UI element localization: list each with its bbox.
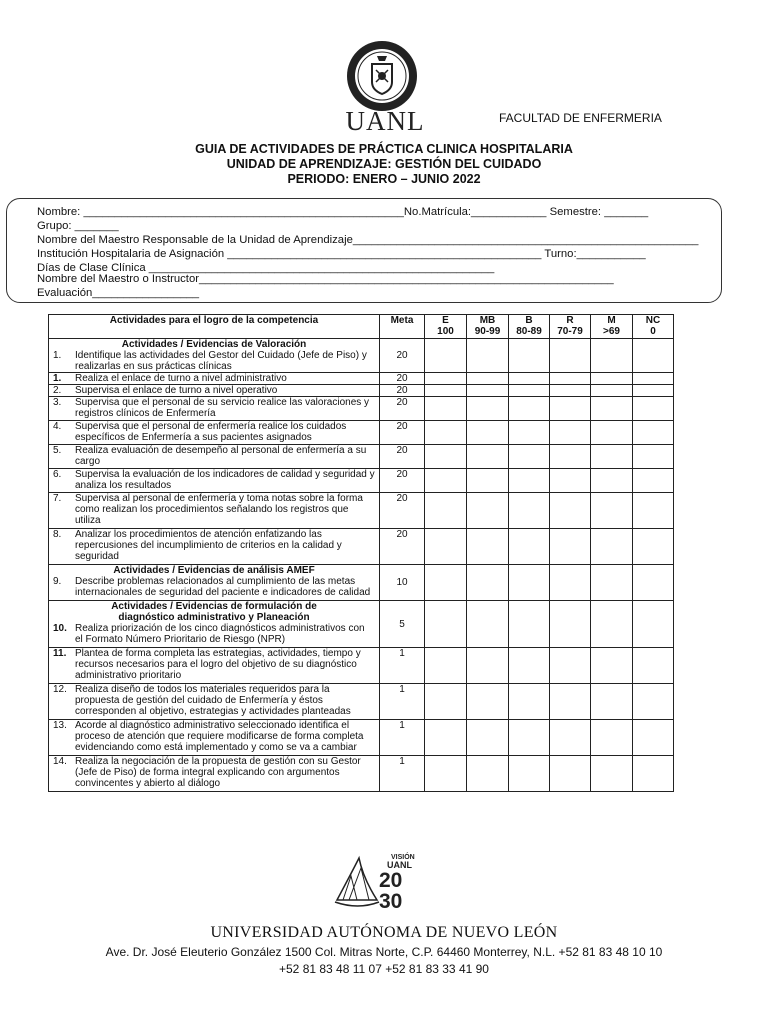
row-meta: 5 (399, 618, 405, 630)
table-header-row (49, 315, 674, 339)
grade-cell[interactable] (467, 756, 509, 792)
grade-cell[interactable] (633, 385, 674, 397)
responsible-teacher-line: Nombre del Maestro Responsable de la Unidad de Aprendizaje_______________________________________________________ (37, 234, 699, 246)
grade-cell[interactable] (633, 648, 674, 684)
grade-cell[interactable] (509, 684, 550, 720)
grade-cell[interactable] (591, 601, 633, 648)
grade-cell[interactable] (467, 385, 509, 397)
row-meta: 20 (380, 529, 425, 565)
grade-cell[interactable] (591, 720, 633, 756)
table-row (49, 397, 674, 421)
table-row (49, 648, 674, 684)
grade-cell[interactable] (509, 421, 550, 445)
grade-cell[interactable] (550, 565, 591, 601)
row-text: Plantea de forma completa las estrategias, actividades, tiempo y recursos necesarios para el logro del objetivo de su diagnóstico administrativo prioritario (75, 648, 361, 681)
row-meta: 20 (380, 493, 425, 529)
row-meta: 1 (380, 756, 425, 792)
grade-cell[interactable] (633, 565, 674, 601)
evaluation-line: Evaluación_________________ (37, 287, 200, 299)
row-number: 2. (53, 385, 62, 396)
section-heading: Actividades / Evidencias de Valoración (121, 339, 307, 350)
instructor-line: Nombre del Maestro o Instructor__________________________________________________________________ (37, 273, 614, 285)
grade-cell[interactable] (550, 421, 591, 445)
group-line: Grupo: _______ (37, 220, 119, 232)
grade-cell[interactable] (550, 385, 591, 397)
grade-cell[interactable] (425, 373, 467, 385)
grade-cell[interactable] (467, 421, 509, 445)
grade-cell[interactable] (467, 648, 509, 684)
period-title: PERIODO: ENERO – JUNIO 2022 (287, 172, 481, 186)
grade-cell[interactable] (633, 720, 674, 756)
grade-cell[interactable] (509, 601, 550, 648)
vision-2030-logo (333, 850, 433, 916)
grade-cell[interactable] (467, 601, 509, 648)
learning-unit-title: UNIDAD DE APRENDIZAJE: GESTIÓN DEL CUIDADO (226, 157, 542, 171)
grade-cell[interactable] (425, 339, 467, 373)
grade-cell[interactable] (425, 493, 467, 529)
grade-cell[interactable] (425, 421, 467, 445)
grade-cell[interactable] (550, 339, 591, 373)
grade-cell[interactable] (591, 565, 633, 601)
row-meta: 1 (380, 684, 425, 720)
grade-cell[interactable] (425, 756, 467, 792)
grade-cell[interactable] (591, 648, 633, 684)
row-text: Supervisa el enlace de turno a nivel operativo (75, 385, 278, 396)
grade-cell[interactable] (467, 373, 509, 385)
table-row (49, 684, 674, 720)
grade-cell[interactable] (550, 445, 591, 469)
grade-cell[interactable] (591, 397, 633, 421)
row-meta: 20 (380, 373, 425, 385)
grade-cell[interactable] (550, 373, 591, 385)
row-text: Realiza priorización de los cinco diagnósticos administrativos con el Formato Número Prioritario de Riesgo (NPR) (75, 623, 365, 645)
row-number: 14. (53, 756, 67, 767)
grade-cell[interactable] (591, 373, 633, 385)
grade-cell[interactable] (591, 385, 633, 397)
grade-cell[interactable] (509, 373, 550, 385)
grade-cell[interactable] (509, 720, 550, 756)
table-row (49, 565, 674, 601)
row-number: 4. (53, 421, 62, 432)
row-number: 8. (53, 529, 62, 540)
faculty-name: FACULTAD DE ENFERMERIA (499, 111, 662, 125)
row-number: 10. (53, 623, 67, 634)
row-text: Realiza evaluación de desempeño al personal de enfermería a su cargo (75, 445, 367, 467)
grade-cell[interactable] (591, 493, 633, 529)
table-row (49, 385, 674, 397)
grade-cell[interactable] (509, 756, 550, 792)
table-row (49, 720, 674, 756)
row-meta: 1 (380, 720, 425, 756)
grade-cell[interactable] (509, 445, 550, 469)
grade-cell[interactable] (425, 529, 467, 565)
grade-cell[interactable] (425, 445, 467, 469)
header-b: B 80-89 (509, 315, 550, 339)
header-nc: NC 0 (633, 315, 674, 339)
grade-cell[interactable] (633, 756, 674, 792)
grade-cell[interactable] (633, 339, 674, 373)
grade-cell[interactable] (550, 397, 591, 421)
row-number: 7. (53, 493, 62, 504)
row-number: 9. (53, 576, 62, 587)
vision-word: VISIÓN (391, 854, 415, 861)
row-number: 11. (53, 648, 67, 659)
grade-cell[interactable] (509, 385, 550, 397)
header-meta: Meta (380, 315, 425, 339)
student-name-line: Nombre: ___________________________________________________No.Matrícula:____________ Semestre: _______ (37, 206, 649, 218)
row-text: Supervisa que el personal de su servicio realice las valoraciones y registros clínicos de Enfermería (75, 397, 370, 419)
table-row (49, 445, 674, 469)
grade-cell[interactable] (633, 493, 674, 529)
row-number: 13. (53, 720, 67, 731)
document-title: GUIA DE ACTIVIDADES DE PRÁCTICA CLINICA HOSPITALARIA (195, 142, 573, 156)
hospital-line: Institución Hospitalaria de Asignación __________________________________________________ Turno:___________ (37, 248, 646, 260)
grade-cell[interactable] (591, 684, 633, 720)
grade-cell[interactable] (633, 601, 674, 648)
clinic-days-line: Días de Clase Clínica _______________________________________________________ (37, 262, 495, 274)
grade-cell[interactable] (550, 648, 591, 684)
row-text: Identifique las actividades del Gestor del Cuidado (Jefe de Piso) y realizarlas en sus prácticas clínicas (75, 350, 367, 372)
grade-cell[interactable] (591, 445, 633, 469)
row-text: Supervisa que el personal de enfermería realice los cuidados específicos de Enfermería a sus pacientes asignados (75, 421, 347, 443)
grade-cell[interactable] (633, 397, 674, 421)
table-row (49, 601, 674, 648)
grade-cell[interactable] (633, 529, 674, 565)
vision-uanl: UANL (387, 860, 412, 870)
grade-cell[interactable] (591, 339, 633, 373)
header-r: R 70-79 (550, 315, 591, 339)
row-text: Supervisa la evaluación de los indicadores de calidad y seguridad y analiza los resultados (75, 469, 375, 491)
vision-year-top: 20 (379, 869, 403, 892)
grade-cell[interactable] (591, 529, 633, 565)
row-meta: 1 (380, 648, 425, 684)
grade-cell[interactable] (425, 684, 467, 720)
grade-cell[interactable] (467, 339, 509, 373)
row-meta: 20 (380, 397, 425, 421)
grade-cell[interactable] (425, 385, 467, 397)
grade-cell[interactable] (633, 373, 674, 385)
grade-cell[interactable] (550, 684, 591, 720)
row-meta: 20 (380, 469, 425, 493)
header-activities: Actividades para el logro de la competencia (49, 315, 380, 339)
row-meta: 20 (380, 421, 425, 445)
row-number: 5. (53, 445, 62, 456)
grade-cell[interactable] (633, 469, 674, 493)
header-e: E 100 (425, 315, 467, 339)
row-number: 1. (53, 373, 62, 384)
grade-cell[interactable] (467, 720, 509, 756)
row-text: Realiza el enlace de turno a nivel administrativo (75, 373, 287, 384)
row-text: Describe problemas relacionados al cumplimiento de las metas internacionales de seguridad del paciente e indicadores de calidad (75, 576, 371, 598)
row-number: 6. (53, 469, 62, 480)
grade-cell[interactable] (467, 529, 509, 565)
vision-year-bottom: 30 (379, 890, 403, 913)
grade-cell[interactable] (550, 493, 591, 529)
address-line-1: Ave. Dr. José Eleuterio González 1500 Col. Mitras Norte, C.P. 64460 Monterrey, N.L. +52 81 83 48 10 10 (105, 945, 663, 959)
grade-cell[interactable] (633, 445, 674, 469)
activities-table (48, 314, 674, 792)
grade-cell[interactable] (550, 469, 591, 493)
uanl-seal-logo (346, 40, 418, 112)
grade-cell[interactable] (425, 469, 467, 493)
grade-cell[interactable] (425, 648, 467, 684)
grade-cell[interactable] (467, 493, 509, 529)
row-number: 1. (53, 350, 62, 361)
grade-cell[interactable] (467, 565, 509, 601)
grade-cell[interactable] (425, 720, 467, 756)
uanl-wordmark: UANL (345, 106, 425, 136)
grade-cell[interactable] (509, 529, 550, 565)
table-row (49, 339, 674, 373)
table-row (49, 469, 674, 493)
grade-cell[interactable] (591, 756, 633, 792)
row-number: 3. (53, 397, 62, 408)
row-text: Analizar los procedimientos de atención enfatizando las repercusiones del incumplimiento de criterios en la calidad y seguridad (75, 529, 342, 562)
grade-cell[interactable] (425, 565, 467, 601)
grade-cell[interactable] (550, 720, 591, 756)
row-number: 12. (53, 684, 67, 695)
grade-cell[interactable] (509, 469, 550, 493)
grade-cell[interactable] (550, 529, 591, 565)
grade-cell[interactable] (550, 756, 591, 792)
grade-cell[interactable] (591, 469, 633, 493)
table-row (49, 756, 674, 792)
table-row (49, 529, 674, 565)
grade-cell[interactable] (633, 421, 674, 445)
row-meta: 20 (396, 350, 408, 361)
grade-cell[interactable] (633, 684, 674, 720)
row-meta: 10 (396, 577, 408, 588)
row-meta: 20 (380, 385, 425, 397)
address-line-2: +52 81 83 48 11 07 +52 81 83 33 41 90 (279, 962, 489, 976)
grade-cell[interactable] (509, 339, 550, 373)
header-mb: MB 90-99 (467, 315, 509, 339)
grade-cell[interactable] (467, 397, 509, 421)
university-name: UNIVERSIDAD AUTÓNOMA DE NUEVO LEÓN (210, 924, 558, 941)
grade-cell[interactable] (467, 445, 509, 469)
grade-cell[interactable] (467, 469, 509, 493)
row-text: Realiza la negociación de la propuesta de gestión con su Gestor (Jefe de Piso) de forma integral explicando con argumentos convincentes y abierto al diálogo (75, 756, 361, 789)
grade-cell[interactable] (467, 684, 509, 720)
row-text: Acorde al diagnóstico administrativo seleccionado identifica el proceso de atención que requiere modificarse de forma completa evidenciando como está implementado y como se va a cambiar (75, 720, 364, 753)
section-heading: Actividades / Evidencias de formulación de diagnóstico administrativo y Planeación (111, 601, 317, 623)
row-meta: 20 (380, 445, 425, 469)
grade-cell[interactable] (509, 565, 550, 601)
header-m: M >69 (591, 315, 633, 339)
grade-cell[interactable] (509, 648, 550, 684)
table-row (49, 421, 674, 445)
grade-cell[interactable] (425, 397, 467, 421)
grade-cell[interactable] (509, 397, 550, 421)
grade-cell[interactable] (425, 601, 467, 648)
table-row (49, 373, 674, 385)
section-heading: Actividades / Evidencias de análisis AMEF (113, 565, 315, 576)
table-row (49, 493, 674, 529)
grade-cell[interactable] (550, 601, 591, 648)
row-text: Supervisa al personal de enfermería y toma notas sobre la forma como realizan los procedimientos señalando los registros que utiliza (75, 493, 363, 526)
row-text: Realiza diseño de todos los materiales requeridos para la propuesta de gestión del cuidado de Enfermería y éstos corresponden al objetivo, estrategias y actividades planteadas (75, 684, 351, 717)
grade-cell[interactable] (591, 421, 633, 445)
grade-cell[interactable] (509, 493, 550, 529)
